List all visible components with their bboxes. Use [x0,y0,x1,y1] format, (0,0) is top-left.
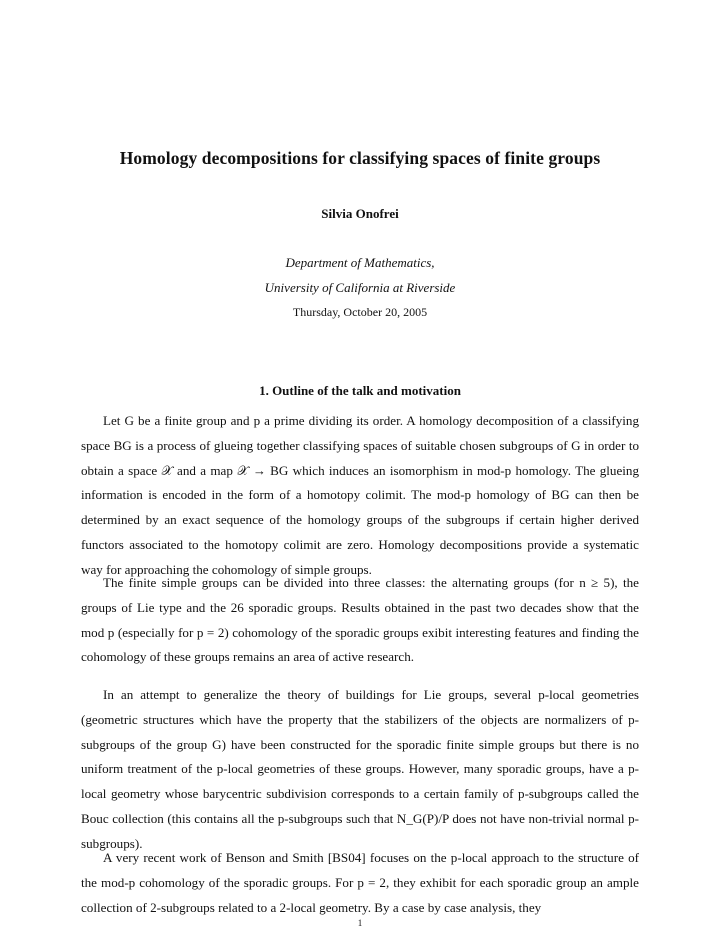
section-heading: 1. Outline of the talk and motivation [259,383,461,398]
paragraph-3 [81,683,639,857]
author-name: Silvia Onofrei [321,206,399,221]
affiliation-department: Department of Mathematics, [285,255,435,270]
paper-date: Thursday, October 20, 2005 [292,305,428,319]
paragraph-text: Let G be a finite group and p a prime dividing its order. A homology decomposition of a classifying space BG is a process of glueing together classifying spaces of suitable chosen subgroups of G in order to obtain a space 𝒳 and a map 𝒳 → BG which induces an isomorphism in mod-p homology. The glueing information is encoded in the form of a homotopy colimit. The mod-p homology of BG can then be determined by an exact sequence of the homology groups of the subgroups if certain higher derived functors associated to the homotopy colimit are zero. Homology decompositions provide a systematic way for approaching the cohomology of simple groups. [81,413,639,577]
paragraph-2 [81,571,639,670]
paragraph-1 [81,409,639,583]
page-number: 1 [357,918,363,928]
paragraph-4 [81,846,639,920]
paper-title: Homology decompositions for classifying spaces of finite groups [119,148,601,168]
paragraph-text: In an attempt to generalize the theory of buildings for Lie groups, several p-local geometries (geometric structures which have the property that the stabilizers of the objects are normalizers of p-subgroups of the group G) have been constructed for the sporadic finite simple groups but there is no uniform treatment of the p-local geometries of these groups. However, many sporadic groups, have a p-local geometry whose barycentric subdivision corresponds to a certain family of p-subgroups called the Bouc collection (this contains all the p-subgroups such that N_G(P)/P does not have non-trivial normal p-subgroups). [81,687,639,851]
paragraph-text: The finite simple groups can be divided into three classes: the alternating groups (for n ≥ 5), the groups of Lie type and the 26 sporadic groups. Results obtained in the past two decades show that the mod p (especially for p = 2) cohomology of the sporadic groups exibit interesting features and finding the cohomology of these groups remains an area of active research. [81,575,639,665]
affiliation-university: University of California at Riverside [264,280,456,295]
paragraph-text: A very recent work of Benson and Smith [BS04] focuses on the p-local approach to the structure of the mod-p cohomology of the sporadic groups. For p = 2, they exhibit for each sporadic group an ample collection of 2-subgroups related to a 2-local geometry. By a case by case analysis, they [81,850,639,915]
